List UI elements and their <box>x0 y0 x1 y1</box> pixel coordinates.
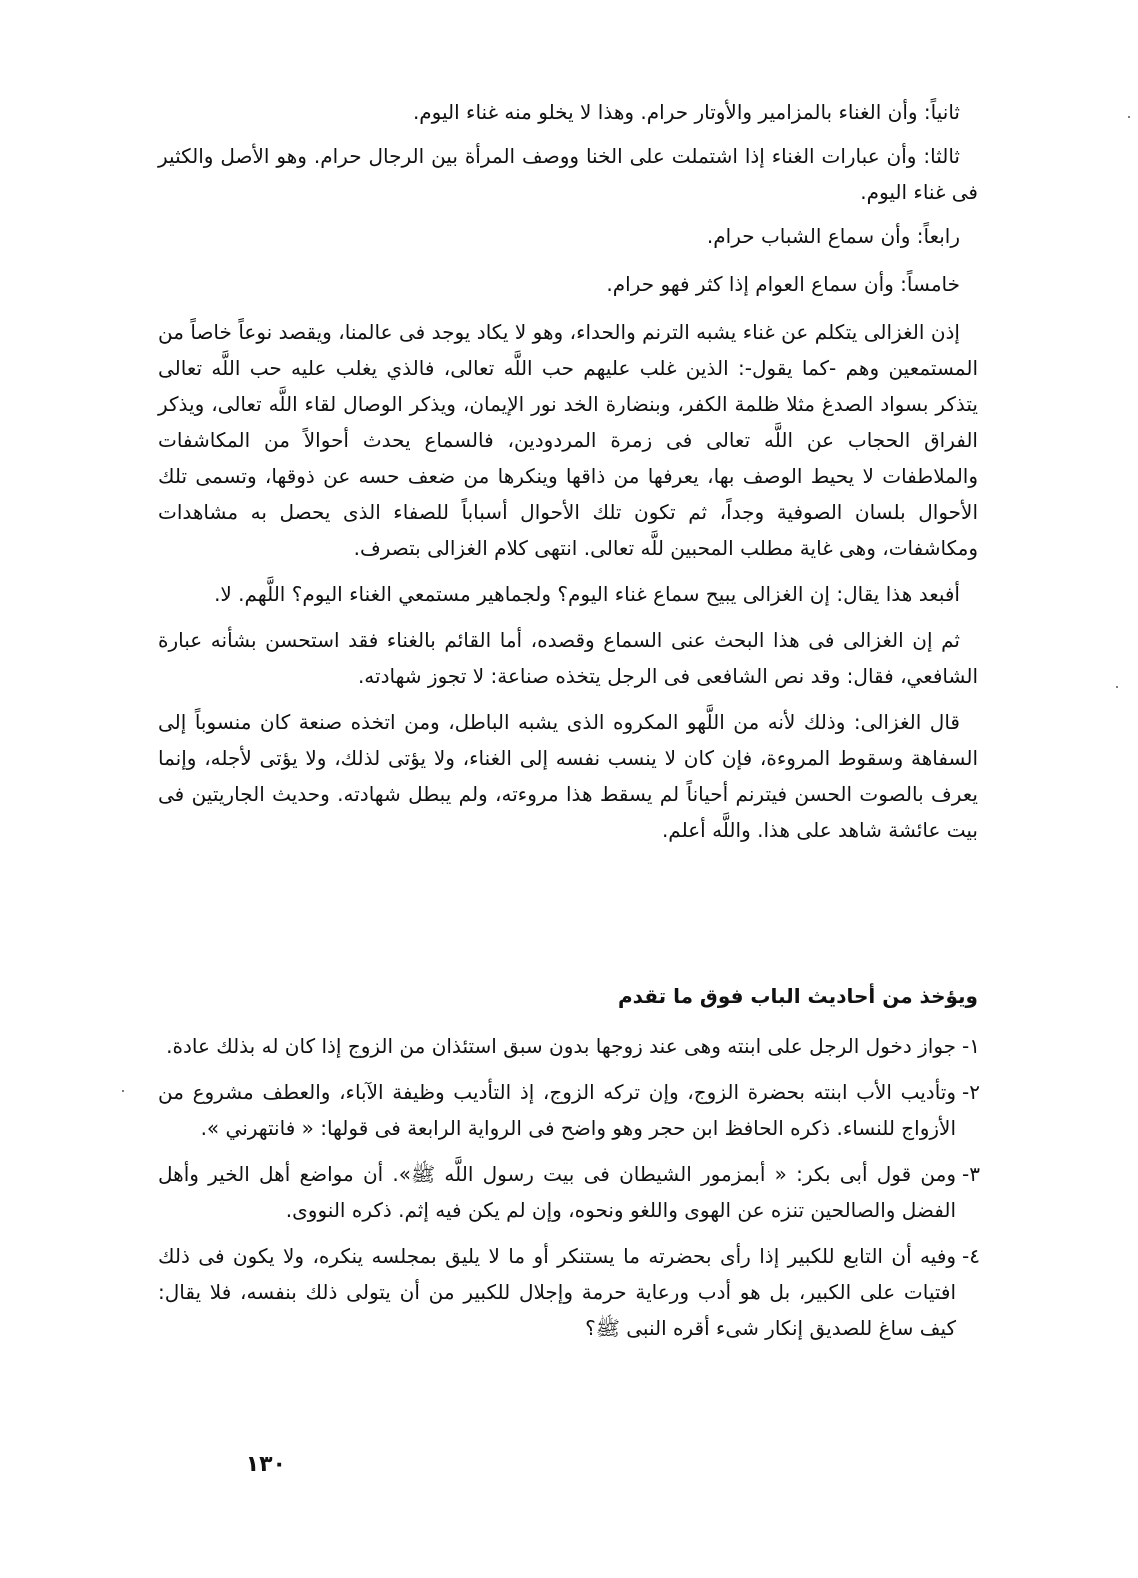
list-item <box>158 1074 980 1146</box>
paragraph-question: أفبعد هذا يقال: إن الغزالى يبيح سماع غناء اليوم؟ ولجماهير مستمعي الغناء اليوم؟ اللَّهم. لا. <box>214 582 960 606</box>
numbered-list <box>158 1028 980 1346</box>
list-item-text: ومن قول أبى بكر: « أبمزمور الشيطان فى بيت رسول اللَّه ﷺ». أن مواضع أهل الخير وأهل الفضل والصالحين تنزه عن الهوى واللغو ونحوه، وإن لم يكن فيه إثم. ذكره النووى. <box>158 1162 957 1222</box>
page-number: ١٣٠ <box>245 1452 286 1477</box>
paragraph-ghazali-quote: قال الغزالى: وذلك لأنه من اللَّهو المكروه الذى يشبه الباطل، ومن اتخذه صنعة كان منسوباً إلى السفاهة وسقوط المروءة، فإن كان لا ينسب نفسه إلى الغناء، ولا يؤتى لذلك، ولا يؤتى لأجله، وإنما يعرف بالصوت الحسن فيترنم أحياناً لم يسقط هذا مروءته، ولم يبطل شهادته. وحديث الجاريتين فى بيت عائشة شاهد على هذا. واللَّه أعلم. <box>158 710 978 842</box>
scan-speck <box>1116 686 1118 688</box>
paragraph-ghazali-summary: إذن الغزالى يتكلم عن غناء يشبه الترنم والحداء، وهو لا يكاد يوجد فى عالمنا، ويقصد نوعاً خاصاً من المستمعين وهم -كما يقول-: الذين غلب عليهم حب اللَّه تعالى، فالذي يغلب عليه حب اللَّه تعالى يتذكر بسواد الصدغ مثلا ظلمة الكفر، وبنضارة الخد نور الإيمان، ويذكر الوصال لقاء اللَّه تعالى، ويذكر الفراق الحجاب عن اللَّه تعالى فى زمرة المردودين، فالسماع يحدث أحوالاً من المكاشفات والملاطفات لا يحيط الوصف بها، يعرفها من ذاقها وينكرها من ضعف حسه عن ذوقها، وتسمى تلك الأحوال بلسان الصوفية وجداً، ثم تكون تلك الأحوال أسباباً للصفاء الذى يحصل به مشاهدات ومكاشفات، وهى غاية مطلب المحبين للَّه تعالى. انتهى كلام الغزالى بتصرف. <box>158 320 978 560</box>
list-item <box>158 1238 980 1346</box>
body-text-block <box>158 94 978 848</box>
paragraph-thalithan: ثالثا: وأن عبارات الغناء إذا اشتملت على الخنا ووصف المرأة بين الرجال حرام. وهو الأصل والكثير فى غناء اليوم. <box>158 144 978 204</box>
list-item-number: ١- <box>962 1034 980 1058</box>
list-item-text: وفيه أن التابع للكبير إذا رأى بحضرته ما يستنكر أو ما لا يليق بمجلسه ينكره، ولا يكون فى ذلك افتيات على الكبير، بل هو أدب ورعاية حرمة وإجلال للكبير من أن يتولى ذلك بنفسه، فلا يقال: كيف ساغ للصديق إنكار شىء أقره النبى ﷺ؟ <box>158 1244 957 1340</box>
list-item-text: وتأديب الأب ابنته بحضرة الزوج، وإن تركه الزوج، إذ التأديب وظيفة الآباء، والعطف مشروع من الأزواج للنساء. ذكره الحافظ ابن حجر وهو واضح فى الرواية الرابعة فى قولها: « فانتهرني ». <box>158 1080 957 1140</box>
list-item-number: ٣- <box>962 1162 980 1186</box>
list-item-number: ٢- <box>962 1080 980 1104</box>
scan-speck <box>122 1090 124 1092</box>
list-item <box>158 1028 980 1064</box>
paragraph-khamisan: خامساً: وأن سماع العوام إذا كثر فهو حرام. <box>606 272 960 296</box>
list-item-text: جواز دخول الرجل على ابنته وهى عند زوجها بدون سبق استئذان من الزوج إذا كان له بذلك عادة. <box>166 1034 957 1058</box>
section-heading: ويؤخذ من أحاديث الباب فوق ما تقدم <box>618 984 978 1008</box>
scan-speck <box>1128 116 1130 118</box>
paragraph-thanian: ثانياً: وأن الغناء بالمزامير والأوتار حرام. وهذا لا يخلو منه غناء اليوم. <box>412 100 960 124</box>
paragraph-rabian: رابعاً: وأن سماع الشباب حرام. <box>706 224 960 248</box>
paragraph-shafii: ثم إن الغزالى فى هذا البحث عنى السماع وقصده، أما القائم بالغناء فقد استحسن بشأنه عبارة الشافعي، فقال: وقد نص الشافعى فى الرجل يتخذه صناعة: لا تجوز شهادته. <box>158 628 978 688</box>
list-item-number: ٤- <box>962 1244 980 1268</box>
list-item <box>158 1156 980 1228</box>
